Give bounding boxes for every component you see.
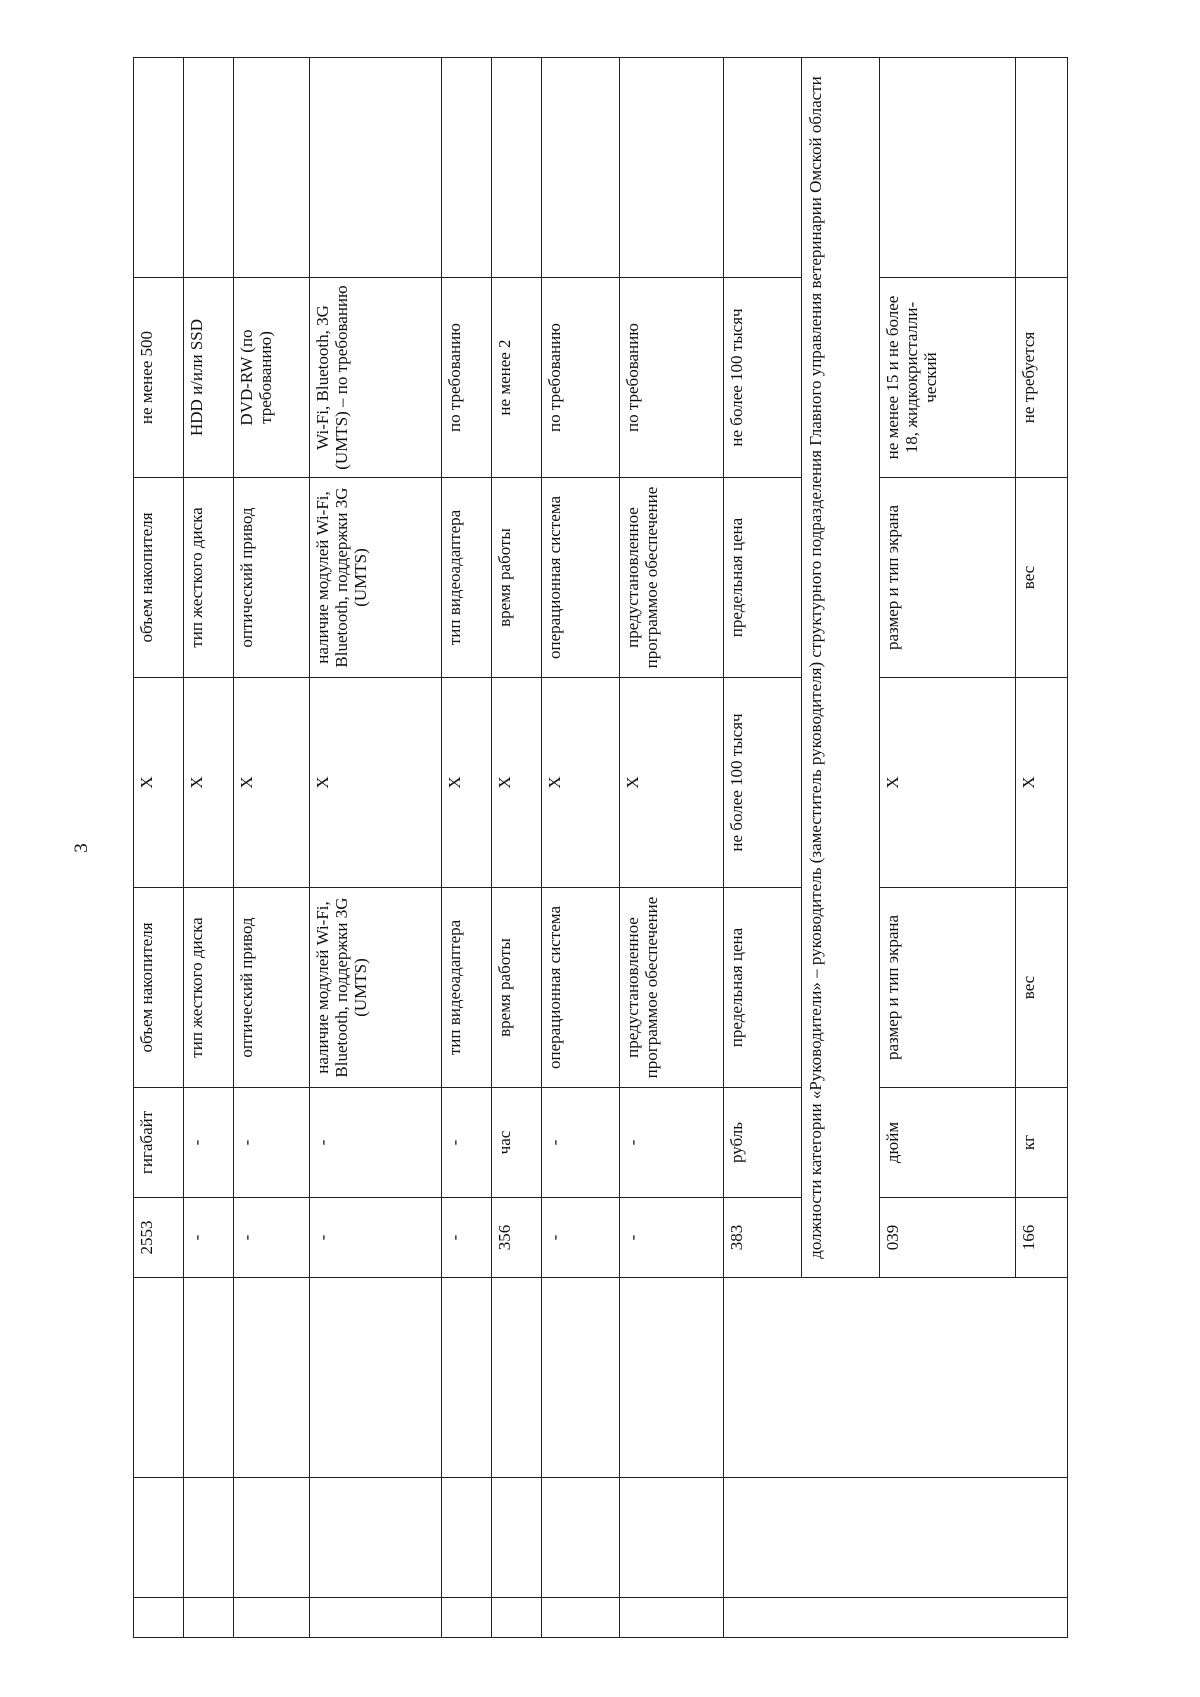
unit-cell: - (183, 1088, 233, 1198)
value-cell: по требованию (541, 278, 619, 478)
characteristic2-cell: тип жесткого диска (183, 478, 233, 678)
value-cell: не требуется (1015, 278, 1067, 478)
characteristic2-cell: тип видеоадаптера (442, 478, 492, 678)
code-cell: 2553 (134, 1198, 184, 1278)
table-row (541, 58, 619, 1638)
unit-cell: кг (1015, 1088, 1067, 1198)
characteristic-cell: тип видеоадаптера (442, 888, 492, 1088)
value-cell: HDD и/или SSD (183, 278, 233, 478)
characteristic-cell: объем накопителя (134, 888, 184, 1088)
code-cell: 356 (491, 1198, 541, 1278)
characteristic2-cell: время работы (491, 478, 541, 678)
characteristic2-cell: предельная цена (724, 478, 802, 678)
unit-cell: дюйм (880, 1088, 1016, 1198)
code-cell: - (619, 1198, 723, 1278)
table-row (491, 58, 541, 1638)
characteristic-cell: наличие модулей Wi-Fi, Bluetooth, поддержки 3G (UMTS) (309, 888, 441, 1088)
value-cell: Wi-Fi, Bluetooth, 3G (UMTS) – по требованию (309, 278, 441, 478)
price-limit-cell: Х (233, 678, 309, 888)
table-row (309, 58, 441, 1638)
characteristic-cell: вес (1015, 888, 1067, 1088)
value-cell: не менее 15 и не более 18, жидкокристалли-ческий (880, 278, 1016, 478)
price-limit-cell: Х (309, 678, 441, 888)
characteristic-cell: размер и тип экрана (880, 888, 1016, 1088)
value-cell: по требованию (619, 278, 723, 478)
unit-cell: рубль (724, 1088, 802, 1198)
value-cell: не менее 2 (491, 278, 541, 478)
price-limit-cell: Х (183, 678, 233, 888)
characteristic-cell: предельная цена (724, 888, 802, 1088)
characteristic2-cell: размер и тип экрана (880, 478, 1016, 678)
section-title: должности категории «Руководители» – руководитель (заместитель руководителя) структурного подразделения Главного управления ветеринарии Омской области (802, 58, 880, 1278)
characteristic2-cell: операционная система (541, 478, 619, 678)
characteristic-cell: оптический привод (233, 888, 309, 1088)
unit-cell: - (619, 1088, 723, 1198)
price-limit-cell: Х (134, 678, 184, 888)
code-cell: - (442, 1198, 492, 1278)
unit-cell: - (233, 1088, 309, 1198)
code-cell: - (309, 1198, 441, 1278)
code-cell: 383 (724, 1198, 802, 1278)
table-row (233, 58, 309, 1638)
code-cell: - (183, 1198, 233, 1278)
price-limit-cell: не более 100 тысяч (724, 678, 802, 888)
specification-table-rotated (133, 58, 1068, 1638)
code-cell: 166 (1015, 1198, 1067, 1278)
unit-cell: - (541, 1088, 619, 1198)
specification-table (133, 57, 1068, 1638)
characteristic2-cell: оптический привод (233, 478, 309, 678)
characteristic2-cell: наличие модулей Wi-Fi, Bluetooth, поддержки 3G (UMTS) (309, 478, 441, 678)
price-limit-cell: Х (442, 678, 492, 888)
characteristic-cell: операционная система (541, 888, 619, 1088)
code-cell: - (541, 1198, 619, 1278)
price-limit-cell: Х (541, 678, 619, 888)
table-row (724, 58, 802, 1638)
price-limit-cell: Х (491, 678, 541, 888)
table-row (619, 58, 723, 1638)
value-cell: не более 100 тысяч (724, 278, 802, 478)
characteristic2-cell: вес (1015, 478, 1067, 678)
value-cell: DVD-RW (по требованию) (233, 278, 309, 478)
characteristic2-cell: объем накопителя (134, 478, 184, 678)
characteristic-cell: тип жесткого диска (183, 888, 233, 1088)
page-number: 3 (71, 843, 92, 853)
characteristic-cell: предустановленное программое обеспечение (619, 888, 723, 1088)
value-cell: по требованию (442, 278, 492, 478)
unit-cell: час (491, 1088, 541, 1198)
price-limit-cell: Х (619, 678, 723, 888)
code-cell: 039 (880, 1198, 1016, 1278)
unit-cell: - (442, 1088, 492, 1198)
price-limit-cell: Х (1015, 678, 1067, 888)
table-row (134, 58, 184, 1638)
characteristic2-cell: предустановленное программое обеспечение (619, 478, 723, 678)
table-row (442, 58, 492, 1638)
characteristic-cell: время работы (491, 888, 541, 1088)
price-limit-cell: Х (880, 678, 1016, 888)
unit-cell: - (309, 1088, 441, 1198)
value-cell: не менее 500 (134, 278, 184, 478)
unit-cell: гигабайт (134, 1088, 184, 1198)
code-cell: - (233, 1198, 309, 1278)
table-row (183, 58, 233, 1638)
